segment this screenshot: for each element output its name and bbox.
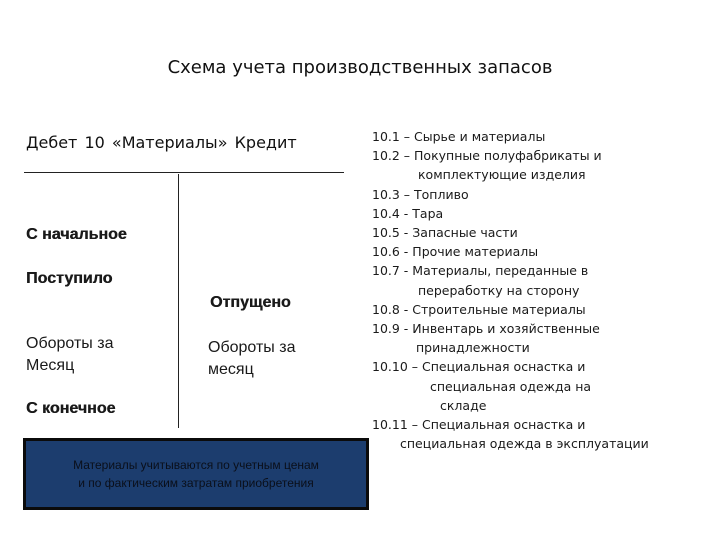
subaccount-item-continuation: складе: [440, 397, 487, 413]
subaccount-list: [372, 127, 649, 453]
credit-turnover: [208, 337, 295, 381]
subaccount-item-continuation: комплектующие изделия: [418, 167, 586, 183]
subaccount-item: 10.5 - Запасные части: [372, 225, 518, 241]
subaccount-item: 10.6 - Прочие материалы: [372, 244, 539, 260]
debit-closing-balance: С конечное: [26, 400, 116, 417]
subaccount-item-continuation: принадлежности: [416, 340, 530, 356]
subaccount-item: 10.11 – Специальная оснастка и: [372, 417, 586, 433]
debit-turnover: [26, 333, 113, 377]
note-line-2: и по фактическим затратам приобретения: [78, 476, 314, 490]
subaccount-item: 10.3 – Топливо: [372, 186, 469, 202]
subaccount-item: 10.10 – Специальная оснастка и: [372, 359, 586, 375]
subaccount-item: 10.4 - Тара: [372, 205, 444, 221]
credit-issued: Отпущено: [210, 294, 291, 311]
debit-turnover-line-1: Обороты за: [26, 335, 114, 352]
debit-received: Поступило: [26, 270, 113, 287]
subaccount-item-continuation: специальная одежда в эксплуатации: [400, 436, 649, 452]
account-header: Дебет 10 «Материалы» Кредит: [26, 133, 297, 152]
note-box: [23, 438, 369, 510]
subaccount-item: 10.8 - Строительные материалы: [372, 301, 586, 317]
t-account-vertical-line: [178, 174, 179, 428]
subaccount-item: 10.2 – Покупные полуфабрикаты и: [372, 148, 602, 164]
subaccount-item-continuation: переработку на сторону: [418, 282, 580, 298]
subaccount-item-continuation: специальная одежда на: [430, 378, 592, 394]
credit-turnover-line-2: месяц: [208, 361, 254, 378]
debit-turnover-line-2: Месяц: [26, 357, 75, 374]
credit-turnover-line-1: Обороты за: [208, 339, 296, 356]
debit-opening-balance: С начальное: [26, 226, 127, 243]
page-title: Схема учета производственных запасов: [167, 57, 553, 78]
t-account-horizontal-line: [24, 172, 344, 173]
note-line-1: Материалы учитываются по учетным ценам: [73, 458, 319, 472]
subaccount-item: 10.7 - Материалы, переданные в: [372, 263, 589, 279]
subaccount-item: 10.9 - Инвентарь и хозяйственные: [372, 321, 600, 337]
subaccount-item: 10.1 – Сырье и материалы: [372, 129, 546, 144]
